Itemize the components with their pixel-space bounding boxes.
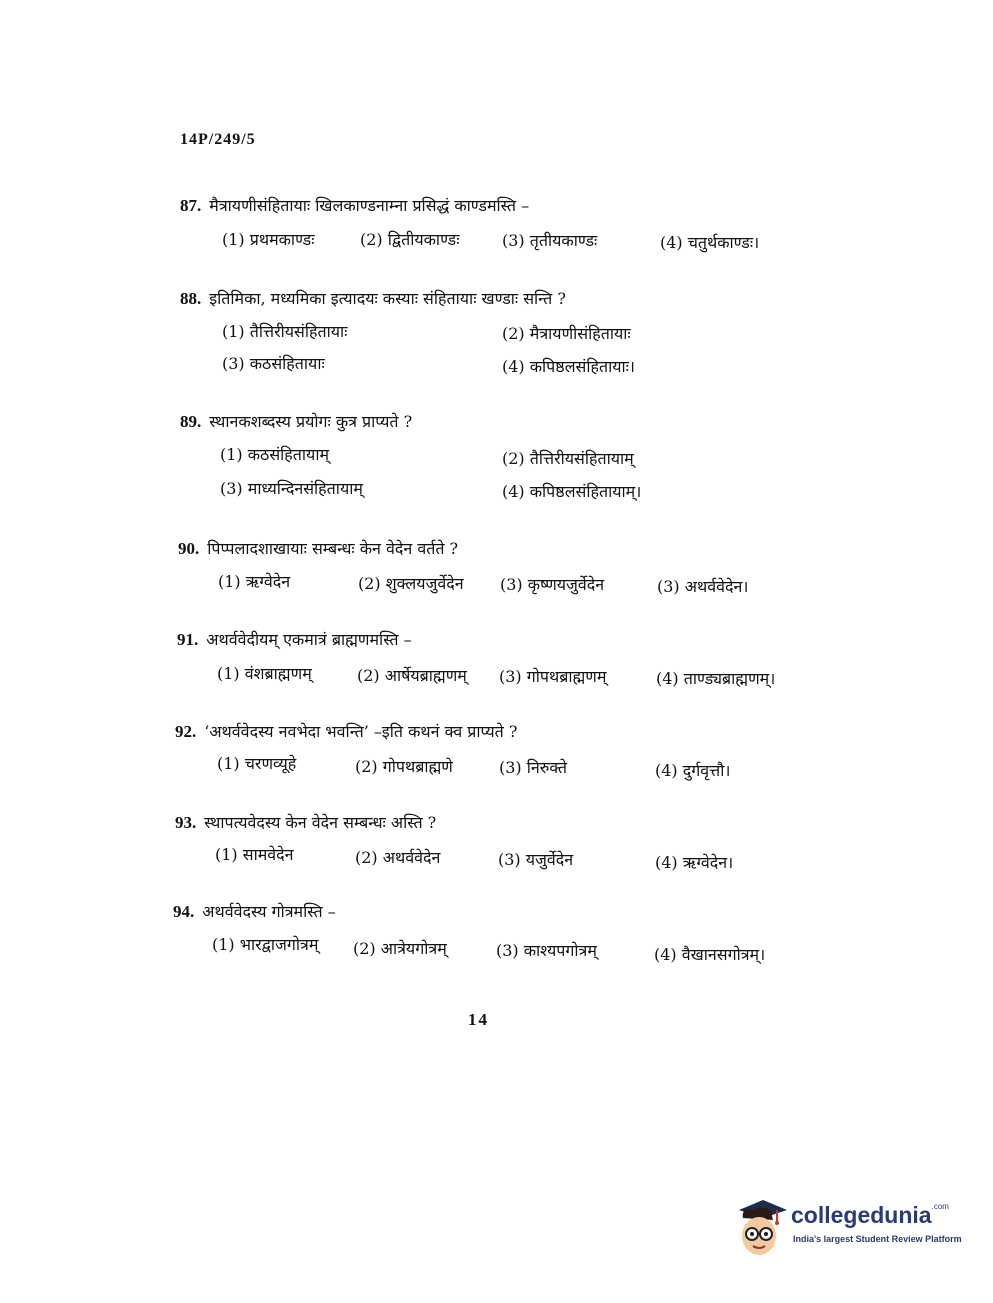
option-2: (2) द्वितीयकाण्डः [360, 230, 460, 249]
option-1: (1) तैत्तिरीयसंहितायाः [222, 322, 348, 341]
option-4: (4) वैखानसगोत्रम्। [654, 945, 766, 964]
option-2: (2) मैत्रायणीसंहितायाः [502, 324, 631, 343]
question-stem: 91. अथर्ववेदीयम् एकमात्रं ब्राह्मणमस्ति – [177, 630, 412, 649]
option-1: (1) वंशब्राह्मणम् [217, 664, 312, 683]
option-3: (3) काश्यपगोत्रम् [496, 941, 597, 960]
option-2: (2) गोपथब्राह्मणे [355, 757, 453, 776]
brand-suffix: .com [931, 1202, 949, 1211]
option-3: (3) यजुर्वेदेन [498, 850, 574, 869]
option-4: (4) ऋग्वेदेन। [655, 853, 734, 872]
option-2: (2) आत्रेयगोत्रम् [353, 939, 447, 958]
option-2: (2) अथर्ववेदेन [355, 848, 441, 867]
question-stem: 92. ‘अथर्ववेदस्य नवभेदा भवन्ति’ –इति कथनं क्व प्राप्यते ? [175, 722, 518, 741]
option-2: (2) आर्षेयब्राह्मणम् [357, 666, 467, 685]
option-1: (1) भारद्वाजगोत्रम् [212, 935, 319, 954]
option-4: (4) चतुर्थकाण्डः। [660, 233, 760, 252]
option-4: (4) ताण्ड्यब्राह्मणम्। [656, 669, 776, 688]
option-4: (3) अथर्ववेदेन। [657, 577, 749, 596]
option-4: (4) कपिष्ठलसंहितायाम्। [502, 482, 642, 501]
option-2: (2) शुक्लयजुर्वेदेन [358, 574, 464, 593]
option-1: (1) ऋग्वेदेन [218, 572, 291, 591]
option-3: (3) माध्यन्दिनसंहितायाम् [220, 479, 363, 498]
collegedunia-watermark [733, 1192, 963, 1272]
page-number: 14 [468, 1010, 489, 1029]
option-3: (3) गोपथब्राह्मणम् [499, 667, 607, 686]
option-3: (3) कठसंहितायाः [222, 354, 325, 373]
paper-code: 14P/249/5 [180, 131, 256, 148]
option-1: (1) प्रथमकाण्डः [222, 230, 315, 249]
option-3: (3) निरुक्ते [499, 758, 568, 777]
option-3: (3) तृतीयकाण्डः [502, 231, 598, 250]
option-4: (4) कपिष्ठलसंहितायाः। [502, 357, 635, 376]
question-stem: 90. पिप्पलादशाखायाः सम्बन्धः केन वेदेन वर्तते ? [178, 539, 459, 558]
question-stem: 89. स्थानकशब्दस्य प्रयोगः कुत्र प्राप्यते ? [180, 412, 413, 431]
option-1: (1) चरणव्यूहे [217, 754, 297, 773]
brand-name: collegedunia [791, 1202, 932, 1228]
brand-tagline: India's largest Student Review Platform [793, 1234, 962, 1244]
question-stem: 88. इतिमिका, मध्यमिका इत्यादयः कस्याः संहितायाः खण्डाः सन्ति ? [180, 289, 566, 308]
option-3: (3) कृष्णयजुर्वेदेन [500, 575, 605, 594]
question-stem: 87. मैत्रायणीसंहितायाः खिलकाण्डनाम्ना प्रसिद्धं काण्डमस्ति – [180, 196, 530, 215]
option-4: (4) दुर्गवृत्तौ। [655, 761, 731, 780]
option-2: (2) तैत्तिरीयसंहितायाम् [502, 449, 634, 468]
mascot-icon [733, 1196, 789, 1260]
question-stem: 94. अथर्ववेदस्य गोत्रमस्ति – [173, 902, 336, 921]
option-1: (1) कठसंहितायाम् [220, 445, 330, 464]
question-stem: 93. स्थापत्यवेदस्य केन वेदेन सम्बन्धः अस्ति ? [175, 813, 437, 832]
option-1: (1) सामवेदेन [215, 845, 294, 864]
